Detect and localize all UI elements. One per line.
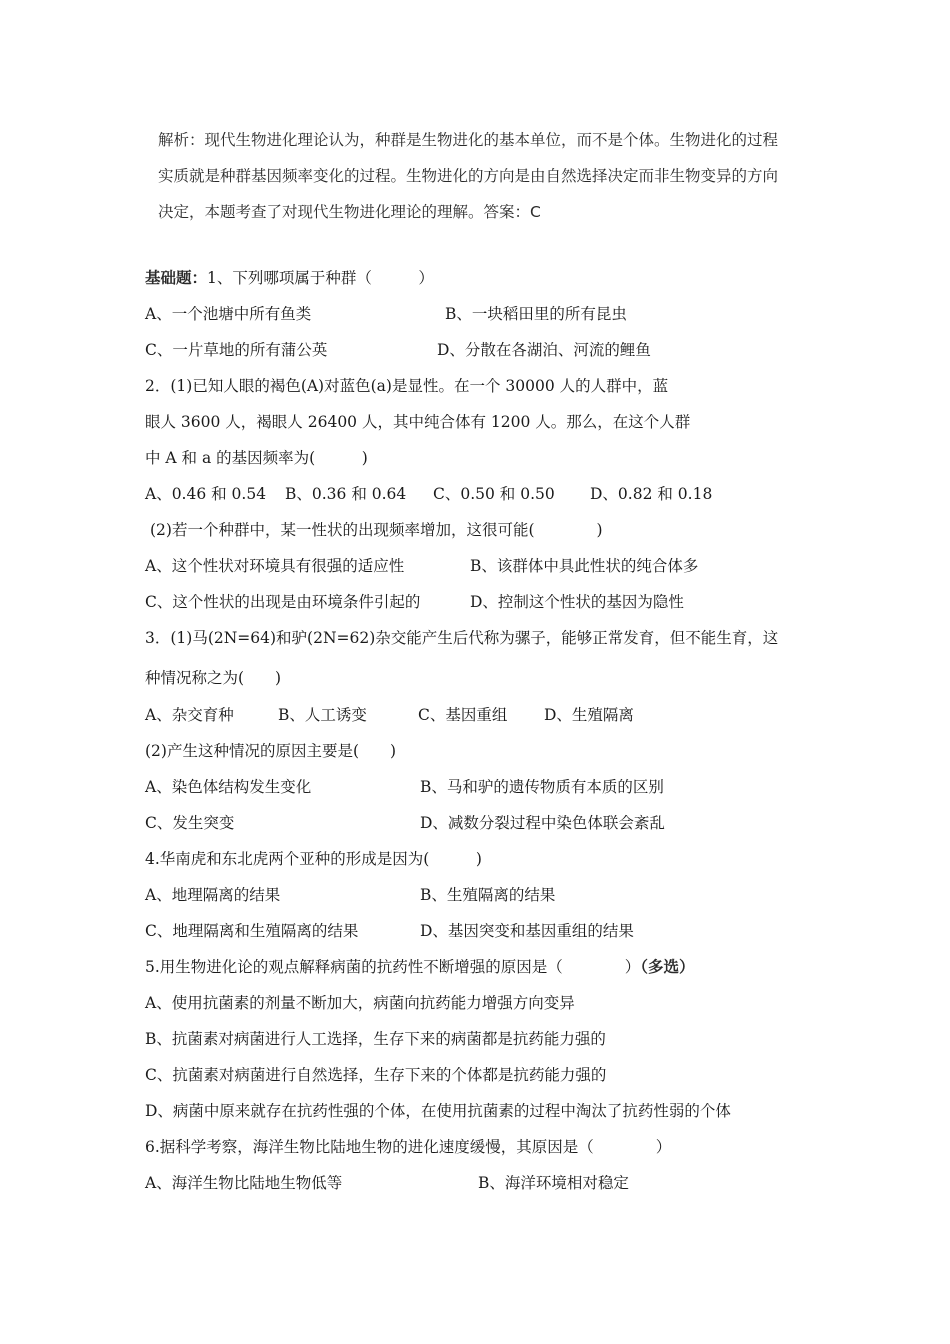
question-1 <box>145 268 434 288</box>
question-1-option-a: A、一个池塘中所有鱼类 <box>145 305 312 323</box>
question-3-option-c: C、基因重组 <box>418 706 508 724</box>
question-3-option-d: D、生殖隔离 <box>544 706 634 724</box>
question-2-option-d: D、0.82 和 0.18 <box>590 485 713 503</box>
question-5-stem: 5.用生物进化论的观点解释病菌的抗药性不断增强的原因是（ ） <box>145 958 641 976</box>
question-3-stem-2: 种情况称之为( ) <box>145 669 282 687</box>
question-5-option-a: A、使用抗菌素的剂量不断加大，病菌向抗药能力增强方向变异 <box>145 994 575 1012</box>
question-5 <box>145 957 695 977</box>
question-3-sub-2-option-c: C、发生突变 <box>145 814 235 832</box>
analysis-line-3: 决定，本题考查了对现代生物进化理论的理解。答案：C <box>158 203 541 221</box>
question-2-sub-2-option-d: D、控制这个性状的基因为隐性 <box>470 593 684 611</box>
question-3-sub-2-option-a: A、染色体结构发生变化 <box>145 778 312 796</box>
question-2-option-b: B、0.36 和 0.64 <box>285 485 407 503</box>
question-2-option-c: C、0.50 和 0.50 <box>433 485 555 503</box>
question-2-sub-2-option-a: A、这个性状对环境具有很强的适应性 <box>145 557 405 575</box>
question-4-option-c: C、地理隔离和生殖隔离的结果 <box>145 922 359 940</box>
analysis-line-2: 实质就是种群基因频率变化的过程。生物进化的方向是由自然选择决定而非生物变异的方向 <box>158 167 779 185</box>
question-2-sub-2-option-b: B、该群体中具此性状的纯合体多 <box>470 557 699 575</box>
question-2-sub-2-option-c: C、这个性状的出现是由环境条件引起的 <box>145 593 421 611</box>
question-3-sub-2-option-b: B、马和驴的遗传物质有本质的区别 <box>420 778 664 796</box>
question-2-stem-1: 2．(1)已知人眼的褐色(A)对蓝色(a)是显性。在一个 30000 人的人群中，蓝 <box>145 377 669 395</box>
question-3-sub-2-option-d: D、减数分裂过程中染色体联会紊乱 <box>420 814 665 832</box>
analysis-line-1: 解析：现代生物进化理论认为，种群是生物进化的基本单位，而不是个体。生物进化的过程 <box>158 131 779 149</box>
question-6-stem: 6.据科学考察，海洋生物比陆地生物的进化速度缓慢，其原因是（ ） <box>145 1138 672 1156</box>
question-3-option-a: A、杂交育种 <box>145 706 234 724</box>
question-2-option-a: A、0.46 和 0.54 <box>145 485 267 503</box>
question-2-sub-2: (2)若一个种群中，某一性状的出现频率增加，这很可能( ) <box>150 521 603 539</box>
question-3-sub-2: (2)产生这种情况的原因主要是( ) <box>145 742 397 760</box>
question-2-stem-2: 眼人 3600 人，褐眼人 26400 人，其中纯合体有 1200 人。那么，在这个人群 <box>145 413 691 431</box>
question-1-option-c: C、一片草地的所有蒲公英 <box>145 341 328 359</box>
question-1-option-d: D、分散在各湖泊、河流的鲤鱼 <box>437 341 651 359</box>
question-4-option-a: A、地理隔离的结果 <box>145 886 281 904</box>
question-4-option-b: B、生殖隔离的结果 <box>420 886 556 904</box>
section-label: 基础题： <box>145 269 208 287</box>
question-5-multi-select-tag: （多选） <box>640 958 695 976</box>
question-1-stem: 1、下列哪项属于种群（ ） <box>207 269 434 287</box>
question-6-option-a: A、海洋生物比陆地生物低等 <box>145 1174 343 1192</box>
question-6-option-b: B、海洋环境相对稳定 <box>478 1174 629 1192</box>
question-5-option-b: B、抗菌素对病菌进行人工选择，生存下来的病菌都是抗药能力强的 <box>145 1030 606 1048</box>
question-5-option-d: D、病菌中原来就存在抗药性强的个体，在使用抗菌素的过程中淘汰了抗药性弱的个体 <box>145 1102 731 1120</box>
question-3-stem-1: 3．(1)马(2N=64)和驴(2N=62)杂交能产生后代称为骡子，能够正常发育，但不能生育，这 <box>145 629 779 647</box>
question-5-option-c: C、抗菌素对病菌进行自然选择，生存下来的个体都是抗药能力强的 <box>145 1066 607 1084</box>
question-1-option-b: B、一块稻田里的所有昆虫 <box>445 305 627 323</box>
question-2-stem-3: 中 A 和 a 的基因频率为( ) <box>145 449 368 467</box>
question-4-option-d: D、基因突变和基因重组的结果 <box>420 922 634 940</box>
question-3-option-b: B、人工诱变 <box>278 706 367 724</box>
question-4-stem: 4.华南虎和东北虎两个亚种的形成是因为( ) <box>145 850 482 868</box>
